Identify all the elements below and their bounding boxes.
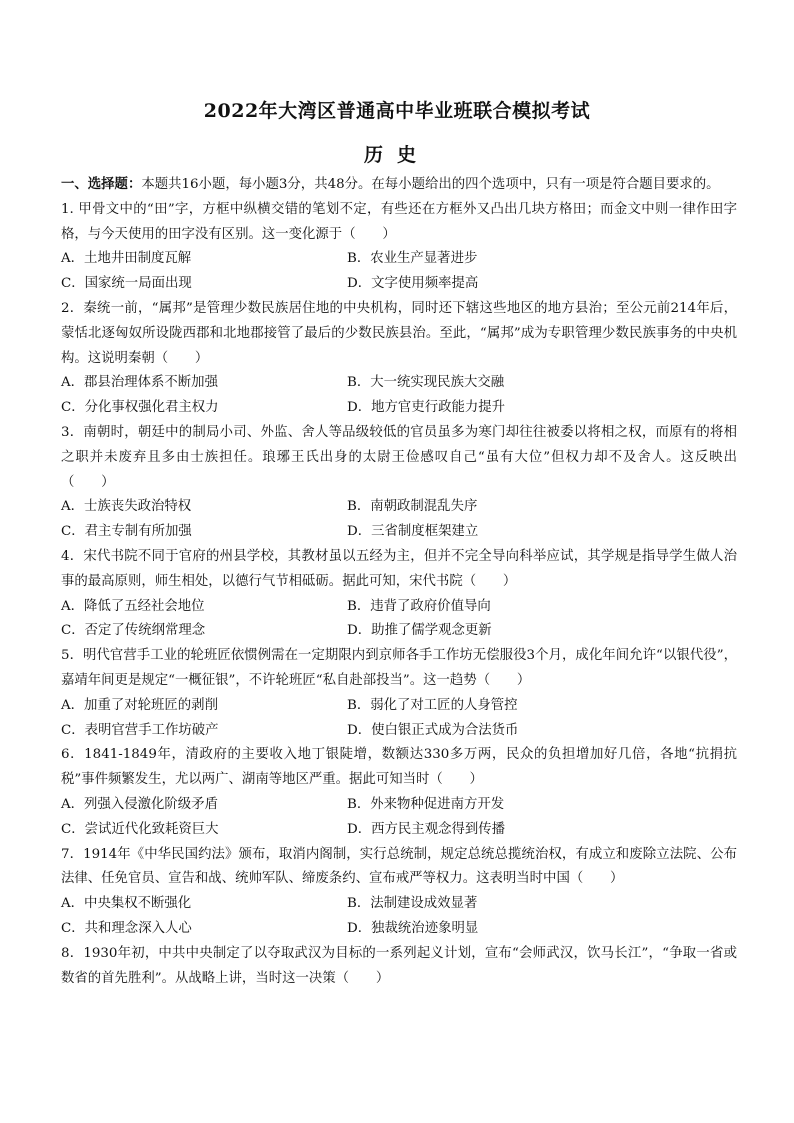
option-c: C．分化事权强化君主权力	[61, 400, 219, 416]
question-options	[61, 694, 737, 744]
subject-title: 历史	[363, 144, 430, 166]
option-a: A．列强入侵激化阶级矛盾	[61, 796, 218, 812]
option-a: A．降低了五经社会地位	[61, 598, 205, 614]
option-d: D．三省制度框架建立	[347, 524, 479, 540]
question-options	[61, 793, 737, 843]
option-c: C．尝试近代化致耗资巨大	[61, 821, 219, 837]
option-b: B．外来物种促进南方开发	[347, 796, 505, 812]
exam-content	[61, 172, 737, 991]
option-a: A．加重了对轮班匠的剥削	[61, 697, 218, 713]
option-c: C．否定了传统纲常理念	[61, 623, 206, 639]
question-5	[61, 644, 737, 743]
question-8	[61, 942, 737, 992]
question-options	[61, 495, 737, 545]
option-b: B．农业生产显著进步	[347, 251, 478, 267]
question-6	[61, 743, 737, 842]
option-c: C．君主专制有所加强	[61, 524, 192, 540]
question-stem: 4．宋代书院不同于官府的州县学校，其教材虽以五经为主，但并不完全导向科举应试，其学规是指导学生做人治事的最高原则，师生相处，以德行气节相砥砺。据此可知，宋代书院（ ）	[61, 548, 737, 589]
question-7	[61, 843, 737, 942]
option-b: B．弱化了对工匠的人身管控	[347, 697, 518, 713]
option-d: D．独裁统治迹象明显	[347, 920, 479, 936]
option-d: D．使白银正式成为合法货币	[347, 722, 519, 738]
option-b: B．法制建设成效显著	[347, 896, 478, 912]
question-stem: 3．南朝时，朝廷中的制局小司、外监、舍人等品级较低的官员虽多为寒门却往往被委以将相之权，而原有的将相之职并未废弃且多由士族担任。琅琊王氏出身的太尉王俭感叹自己“虽有大位”但权力却不及舍人。这反映出（ ）	[61, 424, 737, 490]
section-instructions	[61, 172, 737, 198]
exam-title: 2022年大湾区普通高中毕业班联合模拟考试	[203, 100, 591, 122]
question-stem: 6．1841-1849年，清政府的主要收入地丁银陡增，数额达330多万两，民众的负担增加好几倍，各地“抗捐抗税”事件频繁发生，尤以两广、湖南等地区严重。据此可知当时（ ）	[61, 747, 737, 788]
question-options	[61, 371, 737, 421]
question-2	[61, 297, 737, 421]
option-d: D．地方官吏行政能力提升	[347, 400, 506, 416]
option-a: A．中央集权不断强化	[61, 896, 192, 912]
question-stem: 5．明代官营手工业的轮班匠依惯例需在一定期限内到京师各手工作坊无偿服役3个月，成化年间允许“以银代役”，嘉靖年间更是规定“一概征银”，不许轮班匠“私自赴部投当”。这一趋势（ ）	[61, 648, 737, 688]
question-stem: 7．1914年《中华民国约法》颁布，取消内阁制，实行总统制，规定总统总揽统治权，有成立和废除立法院、公布法律、任免官员、宣告和战、统帅军队、缔废条约、宣布戒严等权力。这表明当时中国（ ）	[61, 846, 737, 887]
option-c: C．共和理念深入人心	[61, 920, 192, 936]
option-a: A．郡县治理体系不断加强	[61, 375, 218, 391]
option-b: B．违背了政府价值导向	[347, 598, 491, 614]
question-3	[61, 421, 737, 545]
question-options	[61, 892, 737, 942]
option-b: B．南朝政制混乱失序	[347, 499, 478, 515]
option-d: D．文字使用频率提高	[347, 276, 479, 292]
question-stem: 2．秦统一前，“属邦”是管理少数民族居住地的中央机构，同时还下辖这些地区的地方县治；至公元前214年后，蒙恬北逐匈奴所设陇西郡和北地郡接管了最后的少数民族县治。至此，“属邦”成为专职管理少数民族事务的中央机构。这说明秦朝（ ）	[61, 300, 737, 366]
option-d: D．西方民主观念得到传播	[347, 821, 506, 837]
question-4	[61, 545, 737, 644]
section-text: 本题共16小题，每小题3分，共48分。在每小题给出的四个选项中，只有一项是符合题目要求的。	[141, 177, 720, 192]
option-b: B．大一统实现民族大交融	[347, 375, 505, 391]
option-c: C．国家统一局面出现	[61, 276, 192, 292]
option-d: D．助推了儒学观念更新	[347, 623, 492, 639]
section-label: 一、选择题：	[61, 176, 142, 192]
option-c: C．表明官营手工作坊破产	[61, 722, 219, 738]
question-stem: 1. 甲骨文中的“田”字，方框中纵横交错的笔划不定，有些还在方框外又凸出几块方格田；而金文中则一律作田字格，与今天使用的田字没有区别。这一变化源于（ ）	[61, 201, 737, 242]
option-a: A．士族丧失政治特权	[61, 499, 192, 515]
option-a: A．土地井田制度瓦解	[61, 251, 192, 267]
question-stem: 8．1930年初，中共中央制定了以夺取武汉为目标的一系列起义计划，宣布“会师武汉，饮马长江”，“争取一省或数省的首先胜利”。从战略上讲，当时这一决策（ ）	[61, 945, 737, 986]
question-1	[61, 198, 737, 297]
question-options	[61, 247, 737, 297]
question-options	[61, 595, 737, 645]
